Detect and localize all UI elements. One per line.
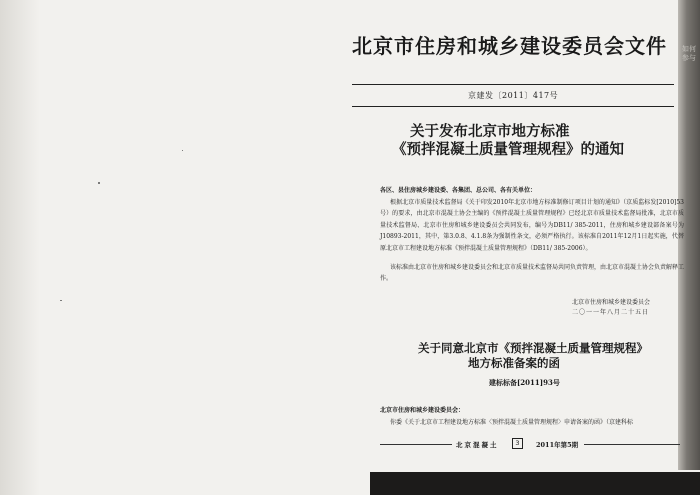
side-stamp: 如何参与 (682, 45, 696, 62)
header-rule-top (352, 84, 674, 85)
scan-speck (60, 300, 62, 301)
notice-title-line2: 《预拌混凝土质量管理规程》的通知 (392, 141, 624, 158)
scan-speck (98, 182, 100, 184)
footer-journal-name: 北京混凝土 (456, 441, 499, 449)
document-header-title: 北京市住房和城乡建设委员会文件 (352, 34, 667, 58)
footer-rule-left (380, 444, 452, 445)
scan-shadow (0, 0, 40, 495)
document-number: 京建发〔2011〕417号 (468, 91, 559, 100)
letter-recipient: 北京市住房和城乡建设委员会： (380, 407, 465, 414)
footer-page-number: 3 (512, 438, 523, 449)
letter-body: 你委《关于北京市工程建设地方标准〈预拌混凝土质量管理规程〉申请备案的函》（京建科标 (390, 419, 634, 426)
scan-dark-band (370, 472, 700, 495)
notice-paragraph: 根据北京市质量技术监督局《关于印发2010年北京市地方标准制修订项目计划的通知》（京质监标发[2010]53号）的要求，由北京市混凝土协会主编的《预拌混凝土质量管理规程》已经北京市质量技术监督局批准，北京市质量技术监督局、北京市住房和城乡建设委员会共同发布，编号为DB11/ 385-2011，住房和城乡建设部备案号为J10893-2011，其中，第3.0.8、4.1.8条为强制性条文，必须严格执行。该标准自2011年12月1日起实施，代替原北京市工程建设地方标准《预拌混凝土质量管理规程》（DB11/ 385-2006）。 (380, 199, 684, 252)
header-rule-bottom (352, 106, 674, 107)
notice-paragraph: 该标准由北京市住房和城乡建设委员会和北京市质量技术监督局共同负责管理，由北京市混凝土协会负责解释工作。 (380, 264, 685, 283)
notice-recipients: 各区、县住房城乡建设委、各集团、总公司、各有关单位： (380, 187, 537, 194)
letter-title-line2: 地方标准备案的函 (468, 356, 560, 370)
letter-title-line1: 关于同意北京市《预拌混凝土质量管理规程》 (418, 341, 648, 355)
notice-date: 二〇一一年八月二十五日 (572, 309, 650, 316)
footer-rule-right (584, 444, 680, 445)
notice-title-line1: 关于发布北京市地方标准 (410, 123, 570, 140)
page-footer (380, 436, 680, 452)
notice-issuer: 北京市住房和城乡建设委员会 (572, 299, 651, 306)
footer-issue: 2011年第5期 (536, 441, 579, 449)
letter-number: 建标标备[2011]93号 (489, 378, 560, 387)
scan-speck (182, 150, 183, 151)
